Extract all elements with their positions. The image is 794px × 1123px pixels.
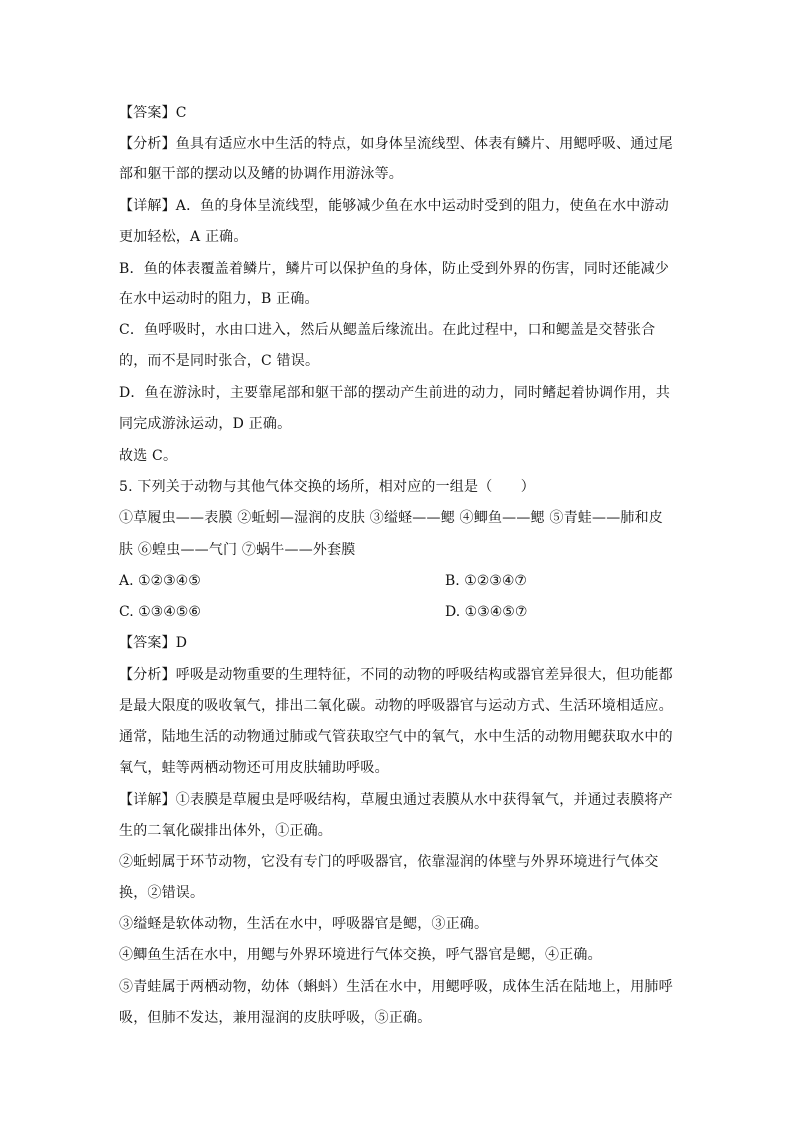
detail2-line-2: 生的二氧化碳排出体外，①正确。 (119, 823, 332, 839)
analysis2-line-2: 是最大限度的吸收氧气，排出二氧化碳。动物的呼吸器官与运动方式、生活环境相适应。 (119, 698, 673, 714)
option-a: A. ①②③④⑤ (119, 573, 201, 589)
detail2-line-6: ④鲫鱼生活在水中，用鳃与外界环境进行气体交换，呼气器官是鳃，④正确。 (119, 947, 602, 963)
option-c: C. ①③④⑤⑥ (119, 604, 201, 620)
option-d: D. ①③④⑤⑦ (445, 604, 528, 620)
choice-line: 故选 C。 (119, 448, 178, 464)
detail2-line-8: 吸，但肺不发达，兼用湿润的皮肤呼吸，⑤正确。 (119, 1010, 432, 1026)
option-b: B. ①②③④⑦ (445, 573, 527, 589)
question-5-stem: 5. 下列关于动物与其他气体交换的场所，相对应的一组是（ ） (119, 479, 536, 495)
detail2-line-5: ③缢蛏是软体动物，生活在水中，呼吸器官是鳃，③正确。 (119, 916, 489, 932)
question-5-items-2: 肤 ⑥蝗虫——气门 ⑦蜗牛——外套膜 (119, 542, 356, 558)
detail-line-2: 更加轻松，A 正确。 (119, 229, 248, 245)
detail-line-3: B．鱼的体表覆盖着鳞片，鳞片可以保护鱼的身体，防止受到外界的伤害，同时还能减少 (119, 261, 670, 277)
detail-line-8: 同完成游泳运动，D 正确。 (119, 416, 292, 432)
analysis2-line-1: 【分析】呼吸是动物重要的生理特征，不同的动物的呼吸结构或器官差异很大，但功能都 (119, 667, 673, 683)
answer-line: 【答案】C (119, 105, 187, 121)
question-5-items-1: ①草履虫——表膜 ②蚯蚓—湿润的皮肤 ③缢蛏——鳃 ④鲫鱼——鳃 ⑤青蛙——肺和皮 (119, 510, 663, 526)
analysis2-line-4: 氧气，蛙等两栖动物还可用皮肤辅助呼吸。 (119, 760, 389, 776)
detail2-line-4: 换，②错误。 (119, 885, 205, 901)
detail-line-7: D．鱼在游泳时，主要靠尾部和躯干部的摆动产生前进的动力，同时鳍起着协调作用，共 (119, 385, 671, 401)
detail-line-1: 【详解】A．鱼的身体呈流线型，能够减少鱼在水中运动时受到的阻力，使鱼在水中游动 (119, 198, 669, 214)
analysis2-line-3: 通常，陆地生活的动物通过肺或气管获取空气中的氧气，水中生活的动物用鳃获取水中的 (119, 729, 673, 745)
answer-line-2: 【答案】D (119, 635, 188, 651)
detail2-line-7: ⑤青蛙属于两栖动物，幼体（蝌蚪）生活在水中，用鳃呼吸，成体生活在陆地上，用肺呼 (119, 979, 673, 995)
detail2-line-3: ②蚯蚓属于环节动物，它没有专门的呼吸器官，依靠湿润的体壁与外界环境进行气体交 (119, 854, 659, 870)
analysis-line-1: 【分析】鱼具有适应水中生活的特点，如身体呈流线型、体表有鳞片、用鳃呼吸、通过尾 (119, 136, 673, 152)
detail-line-6: 的，而不是同时张合，C 错误。 (119, 353, 320, 369)
detail-line-5: C．鱼呼吸时，水由口进入，然后从鳃盖后缘流出。在此过程中，口和鳃盖是交替张合 (119, 322, 656, 338)
detail2-line-1: 【详解】①表膜是草履虫是呼吸结构，草履虫通过表膜从水中获得氧气，并通过表膜将产 (119, 792, 673, 808)
detail-line-4: 在水中运动时的阻力，B 正确。 (119, 291, 319, 307)
analysis-line-2: 部和躯干部的摆动以及鳍的协调作用游泳等。 (119, 166, 403, 182)
